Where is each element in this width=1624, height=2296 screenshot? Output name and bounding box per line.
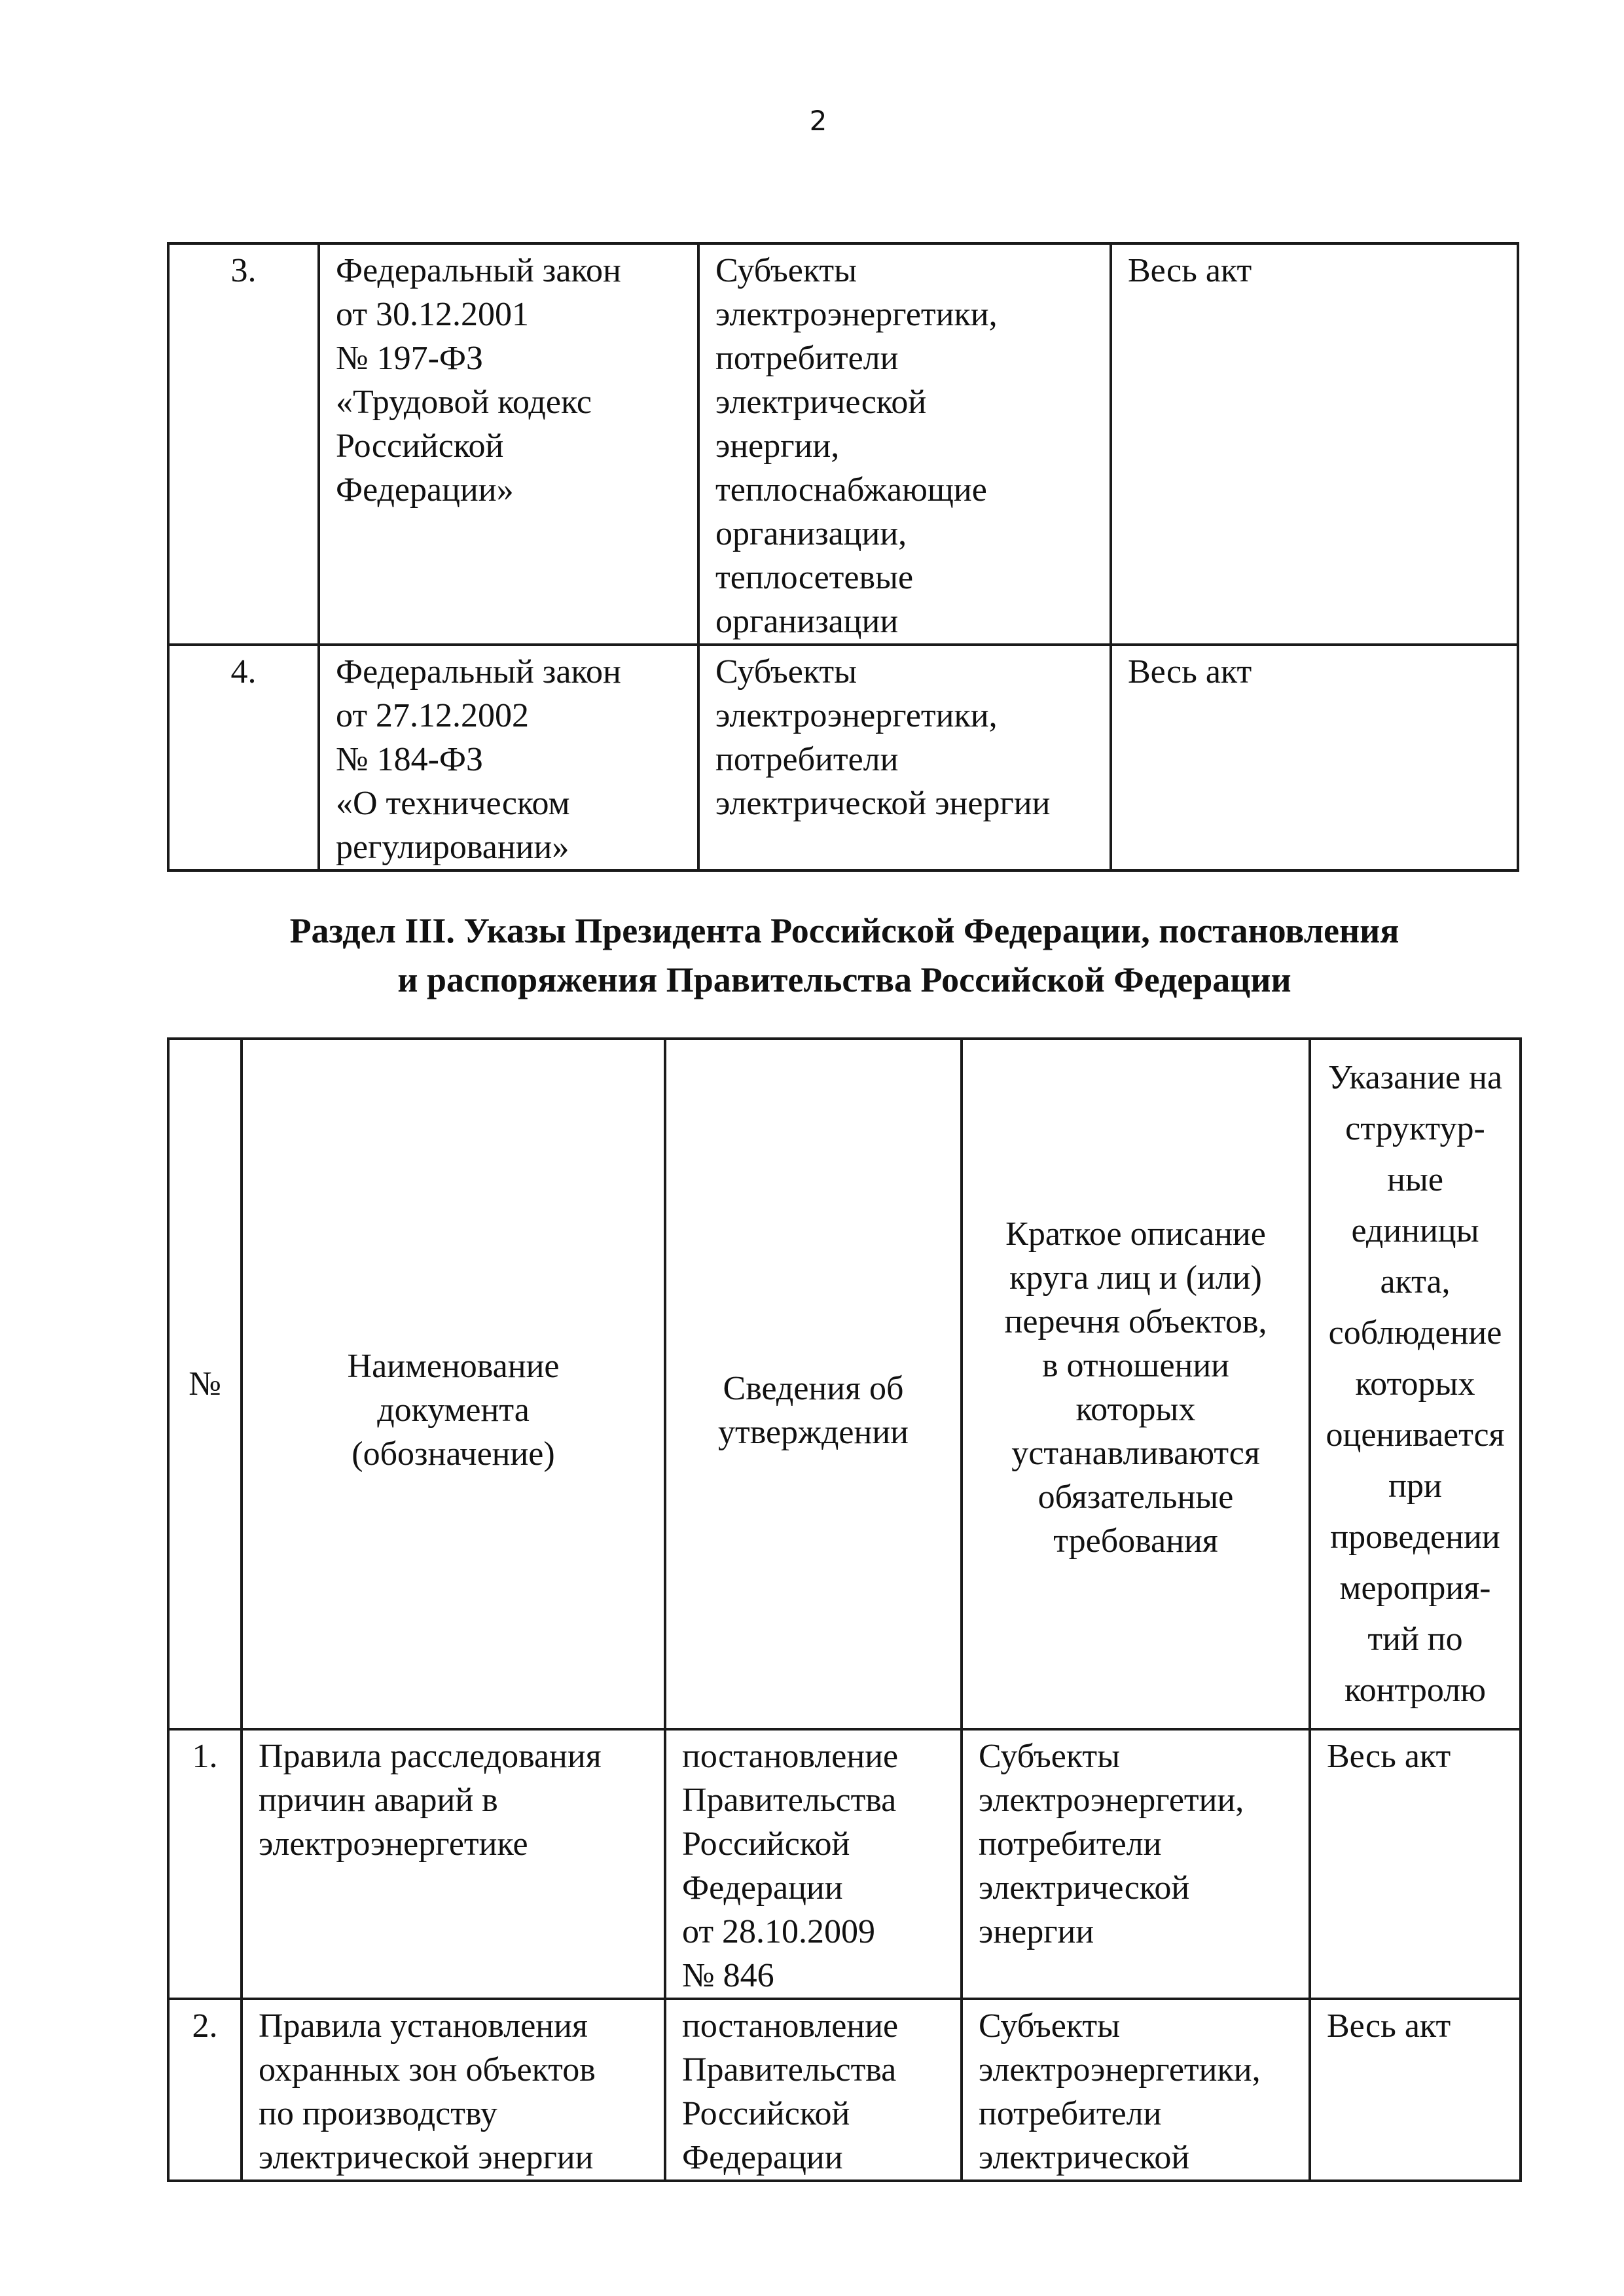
section-title-line-2: и распоряжения Правительства Российской Федерации bbox=[397, 960, 1291, 999]
document-name: Правила установления охранных зон объектов по производству электрической энергии bbox=[242, 1999, 665, 2181]
header-approval: Сведения об утверждении bbox=[665, 1039, 962, 1729]
approval-info: постановление Правительства Российской Федерации от 28.10.2009 № 846 bbox=[665, 1729, 962, 1999]
section-title bbox=[0, 906, 1624, 1005]
document-name: Федеральный закон от 27.12.2002 № 184-ФЗ «О техническом регулировании» bbox=[319, 645, 698, 870]
table-row bbox=[168, 1999, 1521, 2181]
scope-value: Весь акт bbox=[1310, 1729, 1521, 1999]
subjects-description: Субъекты электроэнергетики, потребители электрической bbox=[962, 1999, 1310, 2181]
page-number: 2 bbox=[809, 105, 827, 137]
row-number: 1. bbox=[168, 1729, 242, 1999]
row-number: 3. bbox=[168, 243, 319, 645]
row-number: 4. bbox=[168, 645, 319, 870]
table-header-row bbox=[168, 1039, 1521, 1729]
row-number: 2. bbox=[168, 1999, 242, 2181]
subjects-description: Субъекты электроэнергетии, потребители электрической энергии bbox=[962, 1729, 1310, 1999]
header-description: Краткое описание круга лиц и (или) перечня объектов, в отношении которых устанавливаются обязательные требования bbox=[962, 1039, 1310, 1729]
decrees-table bbox=[167, 1037, 1522, 2182]
subjects-description: Субъекты электроэнергетики, потребители электрической энергии, теплоснабжающие организации, теплосетевые организации bbox=[698, 243, 1111, 645]
header-document-name: Наименование документа (обозначение) bbox=[242, 1039, 665, 1729]
header-structural-units: Указание на структур- ные единицы акта, соблюдение которых оценивается при проведении мероприя- тий по контролю bbox=[1310, 1039, 1521, 1729]
table-row bbox=[168, 645, 1518, 870]
document-name: Федеральный закон от 30.12.2001 № 197-ФЗ «Трудовой кодекс Российской Федерации» bbox=[319, 243, 698, 645]
header-number: № bbox=[168, 1039, 242, 1729]
document-name: Правила расследования причин аварий в электроэнергетике bbox=[242, 1729, 665, 1999]
scope-value: Весь акт bbox=[1111, 243, 1518, 645]
table-row bbox=[168, 243, 1518, 645]
scope-value: Весь акт bbox=[1310, 1999, 1521, 2181]
subjects-description: Субъекты электроэнергетики, потребители электрической энергии bbox=[698, 645, 1111, 870]
laws-table bbox=[167, 242, 1519, 872]
approval-info: постановление Правительства Российской Федерации bbox=[665, 1999, 962, 2181]
table-row bbox=[168, 1729, 1521, 1999]
scope-value: Весь акт bbox=[1111, 645, 1518, 870]
section-title-line-1: Раздел III. Указы Президента Российской Федерации, постановления bbox=[289, 911, 1399, 950]
